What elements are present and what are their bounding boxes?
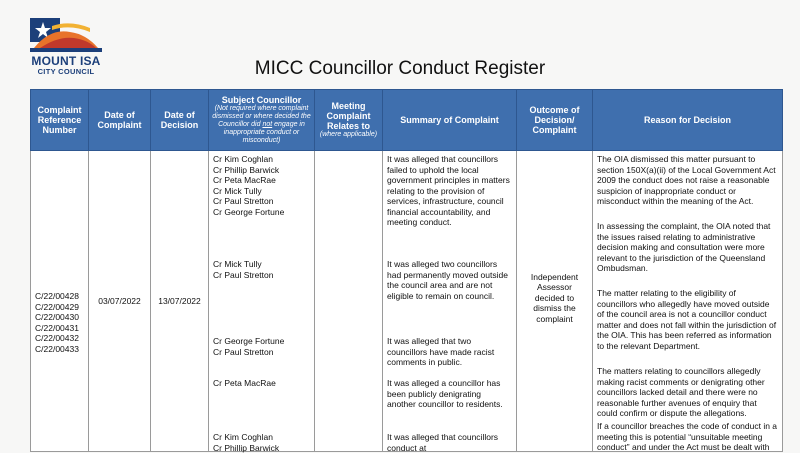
summary-paragraph: It was alleged a councillor has been publicly denigrating another councillor to residents.: [387, 378, 512, 410]
summary-paragraph: It was alleged two councillors had permanently moved outside the council area and are not eligible to remain on council.: [387, 259, 512, 301]
councillor-name: Cr Peta MacRae: [213, 175, 310, 186]
header-date-decision: Date of Decision: [151, 90, 209, 151]
conduct-register-table: [30, 89, 783, 452]
cell-subject-councillors: [209, 151, 315, 452]
reference-number: C/22/00433: [35, 344, 79, 355]
councillor-name: Cr Mick Tully: [213, 186, 310, 197]
subject-group: [213, 154, 310, 217]
outcome-text: Independent Assessor decided to dismiss the complaint: [517, 272, 592, 325]
reason-paragraph: The OIA dismissed this matter pursuant to section 150X(a)(ii) of the Local Government Act 2009 the conduct does not raise a reasonable suspicion of inappropriate conduct or misconduct within the meaning of the Act.: [597, 154, 778, 207]
reference-number: C/22/00428: [35, 291, 79, 302]
header-row: [31, 90, 783, 151]
header-subject-note: (Not required where complaint dismissed or where decided the Councillor did not engage in inappropriate conduct or misconduct): [212, 105, 311, 145]
cell-date-decision: 13/07/2022: [151, 151, 209, 452]
header-reference: Complaint Reference Number: [31, 90, 89, 151]
subject-group: [213, 259, 310, 280]
councillor-name: Cr George Fortune: [213, 207, 310, 218]
reason-paragraph: If a councillor breaches the code of conduct in a meeting this is potential “unsuitable meeting conduct” and under the Act must be dealt with: [597, 421, 778, 453]
reason-paragraph: The matters relating to councillors allegedly making racist comments or denigrating other councillors lacked detail and there were no reasonable further avenues of enquiry that could confirm or dispute the allegations.: [597, 366, 778, 419]
page-title: MICC Councillor Conduct Register: [0, 58, 800, 80]
header-meeting-note: (where applicable): [318, 131, 379, 139]
header-meeting-label: Meeting Complaint Relates to: [327, 101, 371, 131]
header-meeting: [315, 90, 383, 151]
summary-paragraph: It was alleged that councillors conduct at: [387, 432, 512, 453]
councillor-name: Cr Phillip Barwick: [213, 443, 310, 453]
councillor-name: Cr Phillip Barwick: [213, 165, 310, 176]
councillor-name: Cr George Fortune: [213, 336, 310, 347]
cell-meeting: [315, 151, 383, 452]
reference-number: C/22/00430: [35, 312, 79, 323]
logo-subname: CITY COUNCIL: [30, 67, 102, 76]
reason-paragraph: In assessing the complaint, the OIA noted that the issues raised relating to administrative decision making and consultation were more relevant to the jurisdiction of the Queensland Ombudsman.: [597, 221, 778, 274]
subject-group: [213, 336, 310, 357]
header-summary: Summary of Complaint: [383, 90, 517, 151]
councillor-name: Cr Paul Stretton: [213, 270, 310, 281]
cell-summary: [383, 151, 517, 452]
summary-paragraph: It was alleged that councillors failed to uphold the local government principles in matters relating to the provision of services, infrastructure, council financial accountability, and meeting conduct.: [387, 154, 512, 228]
reference-number: C/22/00432: [35, 333, 79, 344]
councillor-name: Cr Kim Coghlan: [213, 432, 310, 443]
cell-references: [31, 151, 89, 452]
table-row: [31, 151, 783, 452]
header-date-complaint: Date of Complaint: [89, 90, 151, 151]
councillor-name: Cr Peta MacRae: [213, 378, 310, 389]
header-outcome: Outcome of Decision/ Complaint: [517, 90, 593, 151]
cell-date-complaint: 03/07/2022: [89, 151, 151, 452]
cell-reason: [593, 151, 783, 452]
reference-number: C/22/00431: [35, 323, 79, 334]
summary-paragraph: It was alleged that two councillors have made racist comments in public.: [387, 336, 512, 368]
reference-number: C/22/00429: [35, 302, 79, 313]
subject-group: [213, 378, 310, 389]
logo-name: MOUNT ISA: [30, 54, 102, 68]
header-reason: Reason for Decision: [593, 90, 783, 151]
cell-outcome: [517, 151, 593, 452]
council-logo-icon: [30, 18, 102, 54]
councillor-name: Cr Paul Stretton: [213, 347, 310, 358]
councillor-name: Cr Kim Coghlan: [213, 154, 310, 165]
reason-paragraph: The matter relating to the eligibility of councillors who allegedly have moved outside of the council area is not a councillor conduct matter and does not fall within the jurisdiction of the OIA. This has been referred as information to the relevant Department.: [597, 288, 778, 351]
reference-list: [35, 291, 79, 354]
header-subject-councillor: [209, 90, 315, 151]
header-subject-label: Subject Councillor: [222, 95, 302, 105]
councillor-name: Cr Paul Stretton: [213, 196, 310, 207]
councillor-name: Cr Mick Tully: [213, 259, 310, 270]
